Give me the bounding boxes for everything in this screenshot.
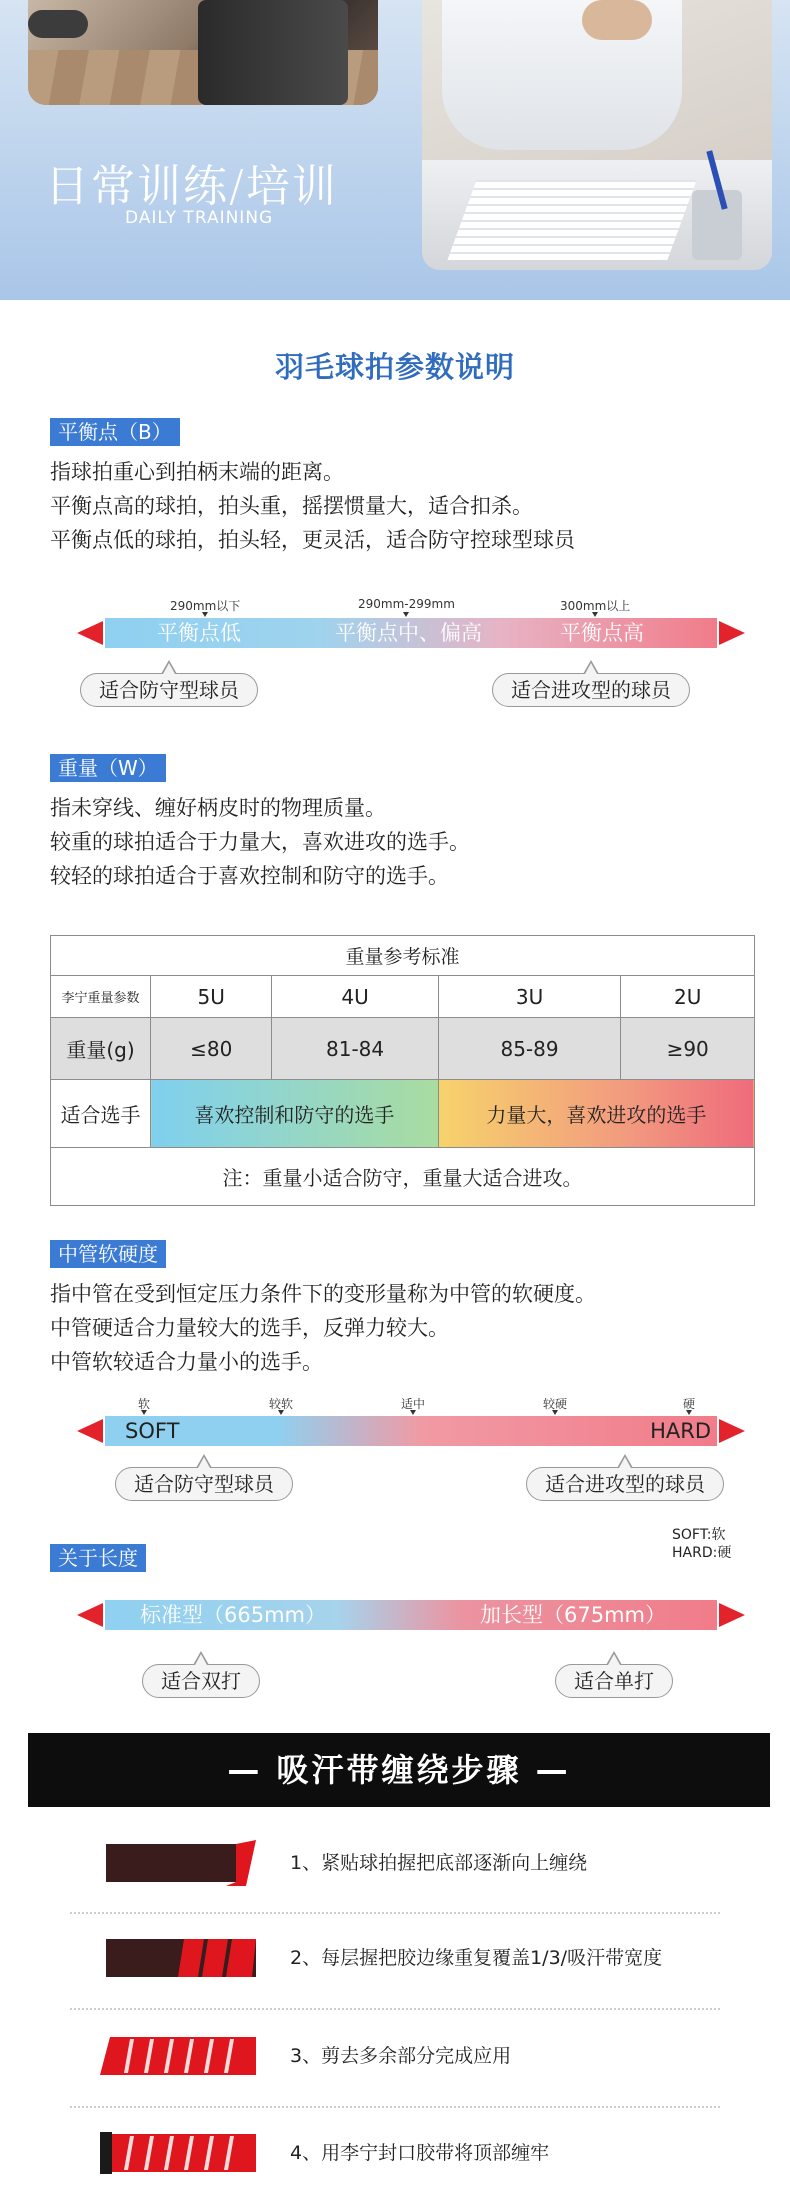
- stiffness-tick: 较硬: [543, 1397, 568, 1411]
- hero-title: 日常训练/培训: [45, 161, 338, 212]
- wrap-step: [0, 1935, 790, 1995]
- stiffness-line: 中管软较适合力量小的选手。: [50, 1350, 323, 1374]
- weight-description: [50, 791, 470, 893]
- soft-label: SOFT: [125, 1419, 180, 1443]
- wrap-step-text: 3、剪去多余部分完成应用: [290, 2045, 512, 2067]
- stiffness-scale: [77, 1416, 717, 1446]
- length-pill-singles: 适合单打: [555, 1664, 673, 1698]
- weight-label: 重量(g): [51, 1018, 151, 1080]
- stiffness-description: [50, 1277, 596, 1379]
- arrow-left-icon: [77, 1603, 103, 1627]
- grade-cell: 3U: [438, 976, 621, 1018]
- grade-cell: 4U: [272, 976, 438, 1018]
- wrap-step-text: 1、紧贴球拍握把底部逐渐向上缠绕: [290, 1852, 588, 1874]
- arrow-left-icon: [77, 621, 103, 645]
- balance-pill-defensive: 适合防守型球员: [80, 673, 258, 707]
- grip-step2-icon: [100, 1935, 260, 1981]
- balance-tag: 平衡点（B）: [50, 418, 180, 446]
- fit-defensive: 喜欢控制和防守的选手: [151, 1080, 439, 1148]
- weight-table-title: 重量参考标准: [51, 936, 755, 976]
- weight-cell: ≥90: [621, 1018, 755, 1080]
- divider: [70, 2008, 720, 2010]
- wrap-steps-banner: — 吸汗带缠绕步骤 —: [28, 1733, 770, 1807]
- balance-tick: 290mm以下: [170, 599, 241, 613]
- hard-label: HARD: [650, 1419, 711, 1443]
- office-photo: [422, 0, 772, 270]
- grip-step1-icon: [100, 1840, 260, 1886]
- balance-line: 指球拍重心到拍柄末端的距离。: [50, 460, 344, 484]
- stiffness-tick: 软: [138, 1397, 151, 1411]
- weight-table: [50, 935, 755, 1206]
- balance-bar: [105, 618, 717, 648]
- balance-scale: [77, 618, 717, 648]
- grade-cell: 2U: [621, 976, 755, 1018]
- weight-cell: 81-84: [272, 1018, 438, 1080]
- balance-line: 平衡点高的球拍，拍头重，摇摆惯量大，适合扣杀。: [50, 494, 533, 518]
- length-bar: [105, 1600, 717, 1630]
- standard-label: 标准型（665mm）: [140, 1603, 326, 1627]
- stiffness-tick: 硬: [683, 1397, 696, 1411]
- param-label: 李宁重量参数: [51, 976, 151, 1018]
- extended-label: 加长型（675mm）: [480, 1603, 666, 1627]
- length-tag: 关于长度: [50, 1544, 146, 1572]
- balance-line: 平衡点低的球拍，拍头轻，更灵活，适合防守控球型球员: [50, 528, 575, 552]
- stiffness-line: 中管硬适合力量较大的选手，反弹力较大。: [50, 1316, 449, 1340]
- grip-step4-icon: [100, 2130, 260, 2176]
- wrap-step-text: 2、每层握把胶边缘重复覆盖1/3/吸汗带宽度: [290, 1947, 663, 1969]
- grade-cell: 5U: [151, 976, 272, 1018]
- stiffness-tag: 中管软硬度: [50, 1240, 166, 1268]
- arrow-right-icon: [719, 1419, 745, 1443]
- wrap-step: [0, 2130, 790, 2190]
- stiffness-legend: [672, 1526, 731, 1562]
- hero-subtitle: DAILY TRAINING: [125, 208, 274, 228]
- length-pill-doubles: 适合双打: [142, 1664, 260, 1698]
- weight-line: 较重的球拍适合于力量大，喜欢进攻的选手。: [50, 830, 470, 854]
- arrow-right-icon: [719, 621, 745, 645]
- balance-bar-label: 平衡点中、偏高: [335, 621, 482, 645]
- weight-tag: 重量（W）: [50, 754, 166, 782]
- wrap-step: [0, 2033, 790, 2093]
- balance-description: [50, 455, 575, 557]
- fit-label: 适合选手: [51, 1080, 151, 1148]
- divider: [70, 2106, 720, 2108]
- length-scale: [77, 1600, 717, 1630]
- weight-line: 指未穿线、缠好柄皮时的物理质量。: [50, 796, 386, 820]
- stiffness-pill-offensive: 适合进攻型的球员: [526, 1467, 724, 1501]
- legend-hard: HARD:硬: [672, 1545, 732, 1561]
- grip-step3-icon: [100, 2033, 260, 2079]
- stiffness-tick: 较软: [269, 1397, 294, 1411]
- weight-cell: 85-89: [438, 1018, 621, 1080]
- hero-banner: [0, 0, 790, 300]
- weight-cell: ≤80: [151, 1018, 272, 1080]
- balance-tick: 290mm-299mm: [358, 597, 455, 611]
- page-title: 羽毛球拍参数说明: [274, 350, 515, 384]
- stiffness-pill-defensive: 适合防守型球员: [115, 1467, 293, 1501]
- balance-pill-offensive: 适合进攻型的球员: [492, 673, 690, 707]
- stiffness-bar: [105, 1416, 717, 1446]
- weight-note: 注：重量小适合防守，重量大适合进攻。: [51, 1148, 755, 1206]
- arrow-left-icon: [77, 1419, 103, 1443]
- wrap-step: [0, 1840, 790, 1900]
- stiffness-tick: 适中: [401, 1397, 426, 1411]
- stiffness-line: 指中管在受到恒定压力条件下的变形量称为中管的软硬度。: [50, 1282, 596, 1306]
- training-photo: [28, 0, 378, 105]
- divider: [70, 1912, 720, 1914]
- balance-bar-label: 平衡点高: [560, 621, 644, 645]
- balance-bar-label: 平衡点低: [157, 621, 241, 645]
- arrow-right-icon: [719, 1603, 745, 1627]
- fit-offensive: 力量大，喜欢进攻的选手: [438, 1080, 754, 1148]
- legend-soft: SOFT:软: [672, 1527, 726, 1543]
- balance-tick: 300mm以上: [560, 599, 631, 613]
- wrap-step-text: 4、用李宁封口胶带将顶部缠牢: [290, 2142, 550, 2164]
- weight-line: 较轻的球拍适合于喜欢控制和防守的选手。: [50, 864, 449, 888]
